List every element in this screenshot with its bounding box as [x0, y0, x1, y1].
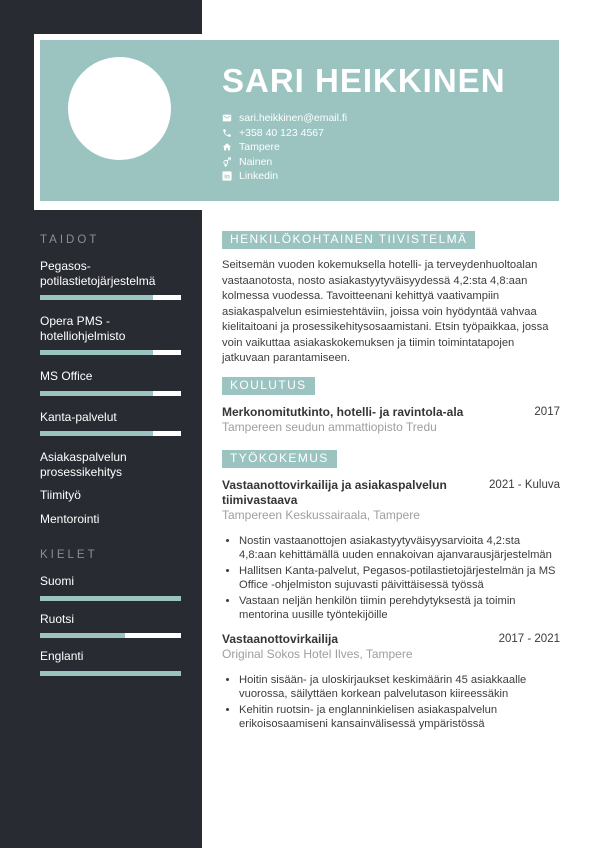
- contact-gender: [222, 155, 506, 170]
- skill-item: [40, 512, 181, 527]
- contact-email-text: sari.heikkinen@email.fi: [239, 112, 348, 125]
- skill-label: Kanta-palvelut: [40, 409, 117, 424]
- skill-bar: [40, 391, 181, 396]
- skill-bar: [40, 350, 181, 355]
- skill-label: Asiakaspalvelun prosessikehitys: [40, 450, 127, 479]
- job-period: 2017 - 2021: [498, 632, 560, 645]
- language-item: [40, 612, 181, 639]
- skill-item: [40, 314, 181, 355]
- job-company: Tampereen Keskussairaala, Tampere: [222, 507, 420, 522]
- skill-label: Tiimityö: [40, 488, 81, 502]
- svg-text:in: in: [224, 173, 230, 181]
- language-item: [40, 574, 181, 601]
- skill-item: [40, 488, 181, 503]
- job-bullet-list: [222, 534, 560, 622]
- language-bar-fill: [40, 633, 125, 638]
- education-period: 2017: [534, 405, 560, 418]
- skill-label: Opera PMS - hotelliohjelmisto: [40, 314, 126, 343]
- job-title: Vastaanottovirkailija ja asiakaspalvelun tiimivastaava: [222, 477, 447, 507]
- contact-phone-text: +358 40 123 4567: [239, 126, 324, 139]
- job-bullet: • Kehitin ruotsin- ja englanninkielisen asiakaspalvelun erikoisosaamiseni kansainvälisessä ympäristössä: [239, 703, 560, 731]
- section-title-education: KOULUTUS: [222, 377, 315, 395]
- languages-heading: KIELET: [40, 549, 98, 561]
- language-bar: [40, 633, 181, 638]
- gender-icon: [222, 157, 232, 167]
- contact-location-text: Tampere: [239, 141, 280, 154]
- job-title: Vastaanottovirkailija: [222, 631, 339, 646]
- summary-text: Seitsemän vuoden kokemuksella hotelli- ja terveydenhuoltoalan vastaanotosta, nosto asiakastyytyväisyydessä 4,2:sta 4,8:aan kolmessa vuodessa. Tavoitteenani kehittyä vaativampiin asiakaspalvelun esimiestehtäviin, joissa voin hyödyntää vahvaa kielitaitoani ja prosessikehitysosaamistani. Etsin työpaikkaa, jossa voin vaikuttaa asiakaskokemuksen ja tiimin toimintatapojen jatkuvaan parantamiseen.: [222, 259, 549, 364]
- language-bar: [40, 596, 181, 601]
- language-bar-fill: [40, 596, 181, 601]
- skill-label: Mentorointi: [40, 511, 100, 526]
- job-bullet: • Vastaan neljän henkilön tiimin perehdytyksestä ja toimin mentorina uusille työntekijöille: [239, 594, 560, 622]
- language-label: Englanti: [40, 649, 84, 663]
- degree-title: Merkonomitutkinto, hotelli- ja ravintola-ala: [222, 404, 464, 419]
- job-period: 2021 - Kuluva: [489, 478, 560, 491]
- contact-phone: [222, 126, 506, 141]
- email-icon: [222, 113, 232, 123]
- skill-bar-fill: [40, 391, 153, 396]
- job-bullet: • Hoitin sisään- ja uloskirjaukset keskimäärin 45 asiakkaalle vuorossa, säilyttäen korkean palvelutason kiireessäkin: [239, 673, 560, 701]
- contact-gender-text: Nainen: [239, 155, 273, 168]
- education-entry: [222, 405, 560, 435]
- skill-bar: [40, 431, 181, 436]
- job-bullet: • Hallitsen Kanta-palvelut, Pegasos-potilastietojärjestelmän ja MS Office -ohjelmiston sujuvasti päivittäisessä työssä: [239, 564, 560, 592]
- experience-entry-head: [222, 632, 560, 647]
- contact-email: [222, 111, 506, 126]
- phone-icon: [222, 128, 232, 138]
- header-background: [40, 40, 559, 201]
- experience-entry-head: [222, 478, 560, 508]
- skill-bar-fill: [40, 350, 153, 355]
- header-text: [222, 62, 506, 184]
- sidebar-content: [40, 234, 181, 687]
- home-icon: [222, 142, 232, 152]
- linkedin-icon: [222, 171, 232, 181]
- skill-item: [40, 259, 181, 300]
- education-entry-head: [222, 405, 560, 420]
- language-bar: [40, 671, 181, 676]
- person-name: SARI HEIKKINEN: [222, 62, 506, 99]
- experience-entry: [222, 478, 560, 622]
- skill-bar-fill: [40, 295, 153, 300]
- skill-label: MS Office: [40, 369, 93, 383]
- profile-photo: [68, 57, 171, 160]
- section-title-summary: HENKILÖKOHTAINEN TIIVISTELMÄ: [222, 231, 475, 249]
- contact-linkedin-text: Linkedin: [239, 170, 279, 183]
- experience-entry: [222, 632, 560, 731]
- job-company: Original Sokos Hotel Ilves, Tampere: [222, 646, 413, 661]
- job-bullet: • Nostin vastaanottojen asiakastyytyväisyysarvioita 4,2:sta 4,8:aan kehittämällä uuden ennakoivan ajanvarausjärjestelmän: [239, 534, 560, 562]
- main-content: [222, 231, 560, 740]
- job-bullet-list: [222, 673, 560, 731]
- education-institution: Tampereen seudun ammattiopisto Tredu: [222, 419, 437, 434]
- contact-location: [222, 140, 506, 155]
- language-bar-fill: [40, 671, 181, 676]
- header-block: [34, 34, 565, 210]
- skill-bar: [40, 295, 181, 300]
- contact-linkedin: [222, 169, 506, 184]
- skill-label: Pegasos-potilastietojärjestelmä: [40, 259, 156, 288]
- skill-item: [40, 369, 181, 396]
- language-label: Ruotsi: [40, 611, 75, 626]
- skills-heading: TAIDOT: [40, 234, 100, 246]
- language-label: Suomi: [40, 574, 75, 588]
- skill-item: [40, 410, 181, 437]
- skill-bar-fill: [40, 431, 153, 436]
- skill-item: [40, 450, 181, 479]
- contact-list: [222, 111, 506, 184]
- section-title-experience: TYÖKOKEMUS: [222, 450, 337, 468]
- language-item: [40, 649, 181, 676]
